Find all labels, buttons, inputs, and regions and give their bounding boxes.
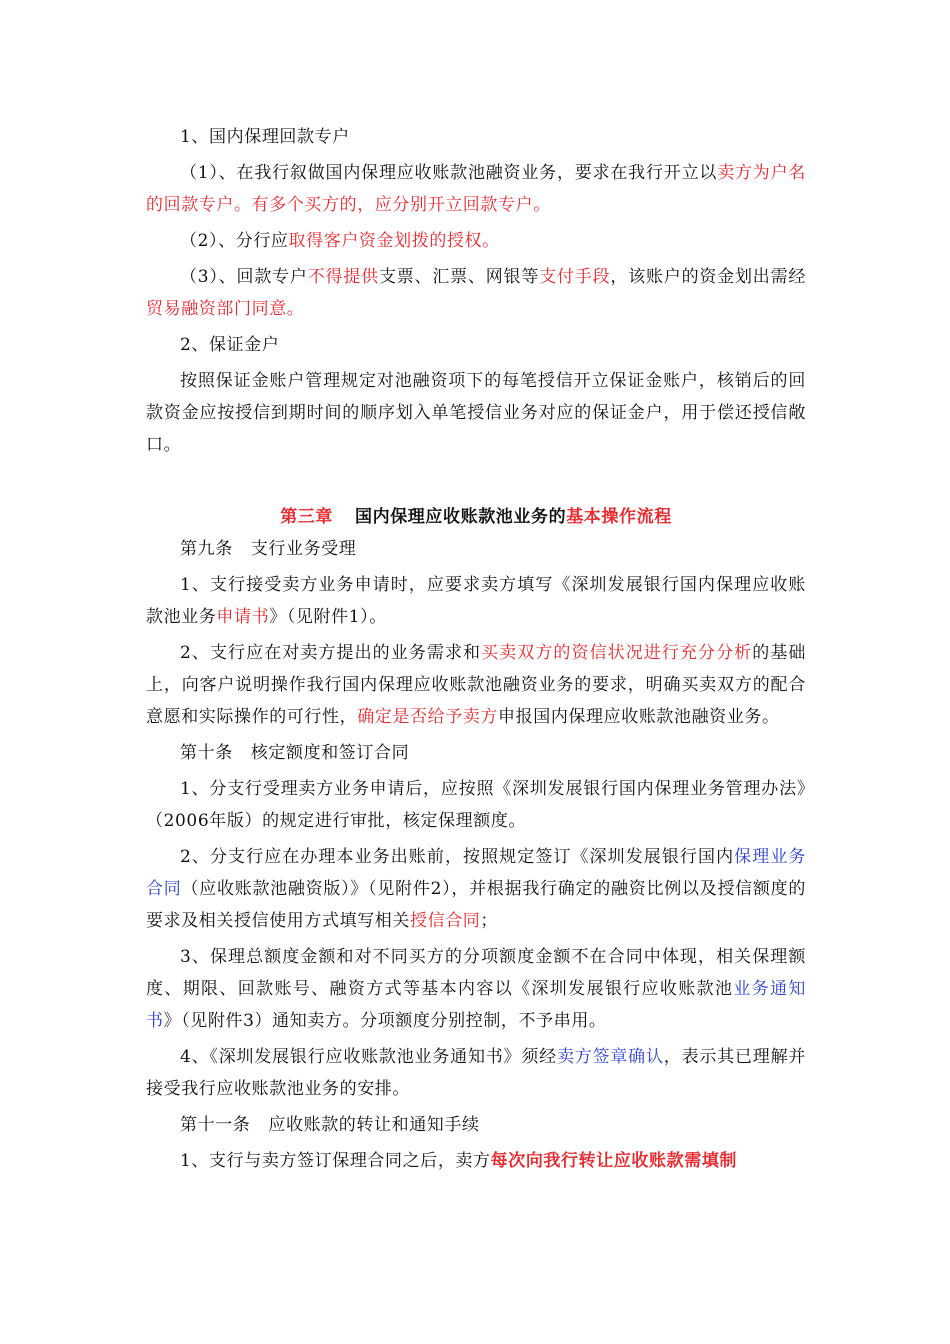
text: ，该账户的资金划出需经 [610, 267, 807, 287]
text: 1、支行与卖方签订保理合同之后，卖方 [180, 1151, 491, 1171]
text: 2、支行应在对卖方提出的业务需求和 [180, 643, 482, 663]
text: 支票、汇票、网银等 [378, 267, 540, 287]
highlight-text: 确定是否给予卖方 [357, 707, 499, 727]
text: 2、分支行应在办理本业务出账前，按照规定签订《深圳发展银行国内 [180, 847, 735, 867]
article-title: 核定额度和签订合同 [250, 743, 410, 763]
chapter-title-text: 国内保理应收账款池业务的 [355, 507, 567, 527]
article-10-heading [146, 737, 806, 769]
highlight-text: 卖方为户名的回款专户。有多个买方的，应分别开立回款专户。 [146, 163, 806, 215]
article-title: 应收账款的转让和通知手续 [268, 1115, 480, 1135]
chapter-number: 第三章 [280, 507, 333, 527]
paragraph-article-10-2 [146, 841, 806, 937]
section-heading-repayment-account: 1、国内保理回款专户 [180, 127, 350, 147]
paragraph-article-11-1 [146, 1145, 806, 1177]
paragraph-margin-account: 按照保证金账户管理规定对池融资项下的每笔授信开立保证金账户，核销后的回款资金应按授信到期时间的顺序划入单笔授信业务对应的保证金户，用于偿还授信敞口。 [146, 371, 806, 455]
article-number: 第十一条 [180, 1115, 251, 1135]
text: （2）、分行应 [180, 231, 289, 251]
highlight-text: 取得客户资金划拨的授权。 [288, 231, 500, 251]
article-11-heading [146, 1109, 806, 1141]
chapter-title-highlight: 基本操作流程 [566, 507, 672, 527]
paragraph-repayment-account-3 [146, 261, 806, 325]
highlight-text: 业务通知书 [146, 979, 806, 1031]
highlight-text: 支付手段 [539, 267, 611, 287]
highlight-text: 不得提供 [307, 267, 379, 287]
paragraph-article-10-1: 1、分支行受理卖方业务申请后，应按照《深圳发展银行国内保理业务管理办法》（2006年版）的规定进行审批，核定保理额度。 [146, 779, 806, 831]
paragraph-article-10-3 [146, 941, 806, 1037]
text: 》（见附件1）。 [269, 607, 387, 627]
document-body [146, 121, 806, 1177]
highlight-text: 授信合同 [410, 911, 481, 931]
text: ； [480, 911, 499, 931]
text: （3）、回款专户 [180, 267, 308, 287]
highlight-text: 每次向我行转让应收账款需填制 [490, 1151, 738, 1171]
paragraph-repayment-account-2 [146, 225, 806, 257]
paragraph-article-9-1 [146, 569, 806, 633]
text: 3、保理总额度金额和对不同买方的分项额度金额不在合同中体现，相关保理额度、期限、回款账号、融资方式等基本内容以《深圳发展银行应收账款池 [146, 947, 806, 999]
text: 申报国内保理应收账款池融资业务。 [498, 707, 780, 727]
article-9-heading [146, 533, 806, 565]
highlight-text: 申请书 [216, 607, 270, 627]
paragraph-repayment-account-1 [146, 157, 806, 221]
highlight-text: 买卖双方的资信状况进行充分分析 [481, 643, 753, 663]
highlight-text: 卖方签章确认 [556, 1047, 664, 1067]
text: 1、支行接受卖方业务申请时，应要求卖方填写《深圳发展银行国内保理应收账款池业务 [146, 575, 806, 627]
article-title: 支行业务受理 [250, 539, 357, 559]
text: 的基础上，向客户说明操作我行国内保理应收账款池融资业务的要求，明确买卖双方的配合意愿和实际操作的可行性， [146, 643, 807, 727]
article-number: 第十条 [180, 743, 233, 763]
paragraph-article-9-2 [146, 637, 806, 733]
text: （1）、在我行叙做国内保理应收账款池融资业务，要求在我行开立以 [180, 163, 718, 183]
highlight-text: 保理业务合同 [146, 847, 806, 899]
paragraph-article-10-4 [146, 1041, 806, 1105]
text: ，表示其已理解并接受我行应收账款池业务的安排。 [146, 1047, 806, 1099]
article-number: 第九条 [180, 539, 233, 559]
highlight-text: 贸易融资部门同意。 [146, 299, 305, 319]
chapter-title [146, 501, 806, 533]
section-heading-margin-account: 2、保证金户 [180, 335, 280, 355]
text: （应收账款池融资版）》（见附件2），并根据我行确定的融资比例以及授信额度的要求及相关授信使用方式填写相关 [146, 879, 807, 931]
text: 》（见附件3）通知卖方。分项额度分别控制，不予串用。 [163, 1011, 607, 1031]
text: 4、《深圳发展银行应收账款池业务通知书》须经 [180, 1047, 557, 1067]
